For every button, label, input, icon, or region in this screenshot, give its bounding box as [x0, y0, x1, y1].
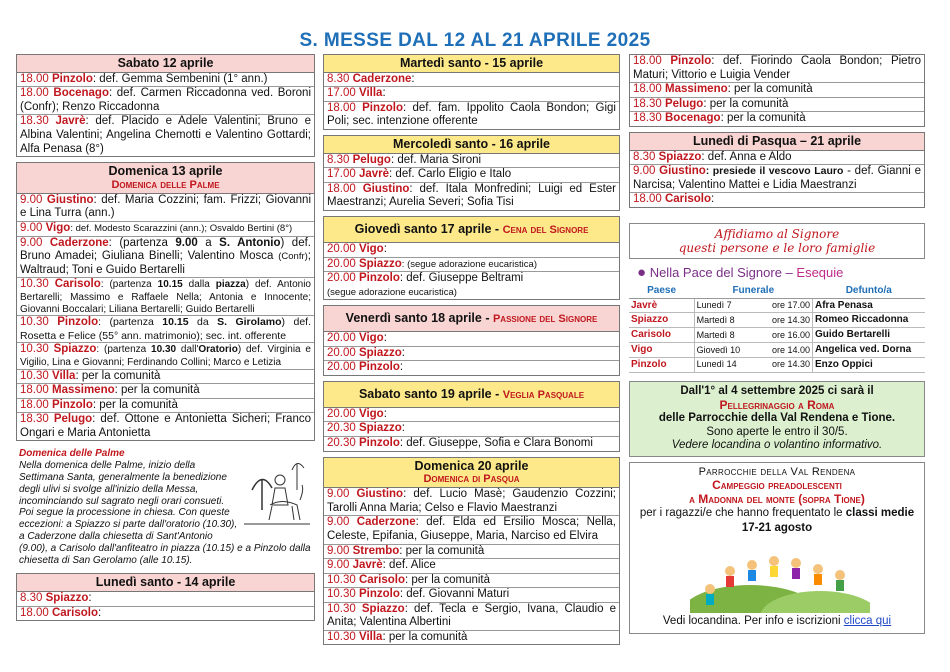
camp-box: Parrocchie della Val Rendena Campeggio preadolescenti a Madonna del monte (sopra Tione) per i ragazzi/e che hanno frequentato le classi medie 17-21 agosto Vedi locandina. Per info e iscrizioni clicca qui — [629, 462, 925, 634]
mass-entry: 9.00 Caderzone: def. Elda ed Ersilio Mosca; Nella, Celeste, Epifania, Giuseppe, Maria, Narciso ed Elvira — [324, 516, 619, 544]
mass-entry: 9.00 Caderzone: (partenza 9.00 a S. Antonio) def. Bruno Amadei; Giuliana Binelli; Valentino Mosca (Confr); Waltraud; Toni e Guido Bertarelli — [17, 237, 314, 279]
mass-entry: 9.00 Javrè: def. Alice — [324, 559, 619, 574]
mass-entry: 20.00 Spiazzo: (segue adorazione eucaristica) — [324, 258, 619, 273]
mass-entry: 8.30 Spiazzo: — [17, 592, 314, 607]
mass-entry: 18.00 Giustino: def. Itala Monfredini; Luigi ed Ester Maestranzi; Aurelia Severi; Sofia Tisi — [327, 182, 616, 209]
mass-entry: 18.00 Carisolo: — [20, 606, 102, 619]
table-row: Carisolo Martedì 8 ore 16.00 Guido Bertarelli — [629, 328, 925, 343]
day-box-lunedi-14 — [16, 573, 315, 621]
day-box-lunedi-21 — [629, 132, 925, 208]
day-header: Giovedì santo 17 aprile - Cena del Signore — [324, 217, 619, 243]
mass-entry: 8.30 Caderzone: — [324, 73, 619, 88]
bullet-icon: ● — [637, 264, 647, 282]
mass-entry: 10.30 Spiazzo: def. Tecla e Sergio, Ivana, Claudio e Anita; Valentina Albertini — [324, 603, 619, 631]
column-middle — [323, 54, 620, 650]
day-box-martedi-15 — [323, 54, 620, 130]
mass-entry: 10.30 Spiazzo: (partenza 10.30 dall'Oratorio) def. Virginia e Vigilio, Lina e Giovanni; Ferdinando Collini; Marco e Letizia — [17, 343, 314, 369]
day-subtitle: Passione del Signore — [492, 313, 598, 326]
column-left — [16, 54, 315, 626]
table-row: Pinzolo Lunedì 14 ore 14.30 Enzo Oppici — [629, 357, 925, 372]
day-box-sabato-19 — [323, 381, 620, 452]
day-header: Lunedì santo - 14 aprile — [17, 574, 314, 592]
affidiamo-box: Affidiamo al Signore questi persone e le loro famiglie — [629, 223, 925, 259]
mass-entry: 20.00 Pinzolo: def. Giuseppe Beltrami (segue adorazione eucaristica) — [327, 272, 524, 298]
funerals-table — [629, 284, 925, 373]
mass-entry: 10.30 Villa: per la comunità — [327, 630, 468, 643]
mass-entry: 18.00 Pinzolo: per la comunità — [17, 399, 314, 414]
palm-procession-illustration — [242, 450, 312, 532]
mass-entry: 9.00 Giustino: def. Lucio Masè; Gaudenzio Cozzini; Tarolli Anna Maria; Celso e Flavio Maestranzi — [324, 488, 619, 516]
table-row: Javrè Lunedì 7 ore 17.00 Afra Penasa — [629, 298, 925, 313]
mass-entry: 18.30 Pelugo: per la comunità — [630, 98, 924, 113]
mass-entry: 18.30 Bocenago: per la comunità — [633, 112, 806, 125]
day-header: Sabato 12 aprile — [17, 55, 314, 73]
day-subtitle: Veglia Pasquale — [502, 388, 585, 401]
note-text: Nella domenica delle Palme, inizio della Settimana Santa, generalmente la benedizione degli ulivi si svolge all'inizio della Messa, incominciando sul sagrato negli orari consueti. Poi segue la processione in chiesa. Con queste eccezioni: a Spiazzo si parte dall'oratorio (10.30), a Caderzone dalla chiesetta di Sant'Antonio (9.00), a Carisolo dall'anfiteatro in piazza (10.15) e a Pinzolo dalla chiesetta di San Gerolamo (alle 10.15). — [19, 460, 311, 566]
day-box-venerdi-18 — [323, 305, 620, 376]
day-subtitle: Domenica di Pasqua — [423, 473, 520, 486]
day-header: Sabato santo 19 aprile - Veglia Pasquale — [324, 382, 619, 408]
mass-entry: 8.30 Spiazzo: def. Anna e Aldo — [630, 151, 924, 166]
day-subtitle: Cena del Signore — [502, 224, 589, 236]
day-header: Domenica 20 aprile Domenica di Pasqua — [324, 458, 619, 489]
mass-entry: 20.00 Spiazzo: — [324, 347, 619, 362]
mass-entry: 18.00 Carisolo: — [633, 193, 715, 206]
mass-entry: 17.00 Villa: — [324, 87, 619, 102]
mass-entry: 10.30 Villa: per la comunità — [17, 370, 314, 385]
day-header: Mercoledì santo - 16 aprile — [324, 136, 619, 154]
column-right — [629, 54, 925, 634]
mass-entry: 8.30 Pelugo: def. Maria Sironi — [324, 154, 619, 169]
mass-entry: 17.00 Javrè: def. Carlo Eligio e Italo — [324, 168, 619, 183]
day-box-mercoledi-16 — [323, 135, 620, 211]
mass-entry: 10.30 Pinzolo: def. Giovanni Maturi — [324, 588, 619, 603]
page-title: S. MESSE DAL 12 AL 21 APRILE 2025 — [299, 30, 651, 51]
day-header: Venerdì santo 18 aprile - Passione del Signore — [324, 306, 619, 332]
mass-entry: 20.00 Vigo: — [324, 332, 619, 347]
table-header-row: Paese Funerale Defunto/a — [629, 284, 925, 298]
day-header: Lunedì di Pasqua – 21 aprile — [630, 133, 924, 151]
mass-entry: 18.00 Pinzolo: def. Fiorindo Caola Bondon; Pietro Maturi; Vittorio e Luigia Vender — [630, 55, 924, 83]
mass-entry: 18.00 Bocenago: def. Carmen Riccadonna ved. Boroni (Confr); Renzo Riccadonna — [17, 87, 314, 115]
mass-entry: 10.30 Carisolo: (partenza 10.15 dalla piazza) def. Antonio Bertarelli; Massimo e Raffaele Nella; Antonia e Innocente; Giovanni Boccalari; Liliana Bertarelli; Guido Bertarelli — [17, 278, 314, 316]
mass-entry: 18.30 Pelugo: def. Ottone e Antonietta Sicheri; Franco Ongari e Maria Antonietta — [20, 413, 311, 439]
mass-entry: 10.30 Carisolo: per la comunità — [324, 574, 619, 589]
note-title: Domenica delle Palme — [19, 448, 125, 460]
mass-entry: 20.00 Vigo: — [324, 408, 619, 423]
mass-entry: 20.00 Pinzolo: — [327, 361, 404, 374]
mass-entry: 20.30 Pinzolo: def. Giuseppe, Sofia e Clara Bonomi — [327, 436, 593, 449]
day-box-sabato-12 — [16, 54, 315, 157]
mass-entry: 9.00 Vigo: def. Modesto Scarazzini (ann.); Osvaldo Bertini (8°) — [17, 222, 314, 237]
mass-entry: 9.00 Giustino: presiede il vescovo Lauro - def. Gianni e Narcisa; Valentino Mattei e Lidia Maestranzi — [630, 165, 924, 193]
table-row: Spiazzo Martedì 8 ore 14.30 Romeo Riccadonna — [629, 313, 925, 328]
signup-link[interactable]: clicca qui — [843, 615, 892, 628]
palm-sunday-note — [16, 446, 315, 568]
day-box-domenica-20-continued — [629, 54, 925, 127]
mass-entry: 9.00 Giustino: def. Maria Cozzini; fam. Frizzi; Giovanni e Lina Turra (ann.) — [17, 194, 314, 222]
day-header: Martedì santo - 15 aprile — [324, 55, 619, 73]
mass-entry: 18.00 Pinzolo: def. fam. Ippolito Caola Bondon; Gigi Poli; sec. intenzione offerente — [327, 101, 616, 128]
kids-hiking-illustration — [690, 549, 870, 613]
pilgrimage-box: Dall'1° al 4 settembre 2025 ci sarà il Pellegrinaggio a Roma delle Parrocchie della Val Rendena e Tione. Sono aperte le entro il 30/5. Vedere locandina o volantino informativo. — [629, 381, 925, 457]
mass-entry: 9.00 Strembo: per la comunità — [324, 545, 619, 560]
day-box-domenica-20 — [323, 457, 620, 646]
mass-entry: 10.30 Pinzolo: (partenza 10.15 da S. Girolamo) def. Rosetta e Felice (55° ann. matrimonio); sec. int. offerente — [17, 316, 314, 343]
mass-entry: 20.00 Vigo: — [324, 243, 619, 258]
day-subtitle: Domenica delle Palme — [111, 178, 220, 191]
mass-entry: 20.30 Spiazzo: — [324, 422, 619, 437]
table-row: Vigo Giovedì 10 ore 14.00 Angelica ved. Dorna — [629, 343, 925, 358]
mass-entry: 18.00 Pinzolo: def. Gemma Sembenini (1° ann.) — [17, 73, 314, 88]
day-box-giovedi-17 — [323, 216, 620, 300]
day-header: Domenica 13 aprile Domenica delle Palme — [17, 163, 314, 194]
mass-entry: 18.00 Massimeno: per la comunità — [630, 83, 924, 98]
mass-entry: 18.30 Javrè: def. Placido e Adele Valentini; Bruno e Albina Valentini; Angelina Chemotti e Valentino Gottardi; Alfa Penasa (8°) — [20, 115, 311, 155]
pace-heading: ● Nella Pace del Signore – Esequie — [637, 264, 844, 282]
mass-entry: 18.00 Massimeno: per la comunità — [17, 384, 314, 399]
day-box-domenica-13 — [16, 162, 315, 441]
